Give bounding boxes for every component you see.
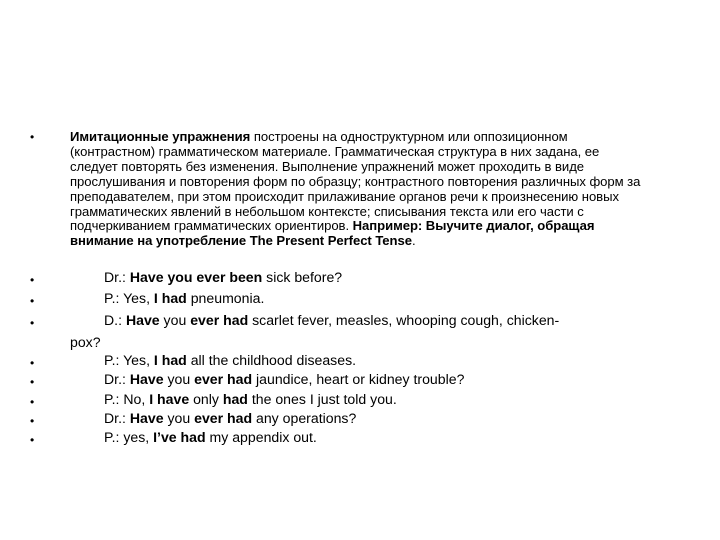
dialog-phrase: yes, — [123, 429, 154, 445]
dialog-phrase: Yes, — [123, 352, 154, 368]
bullet: • — [30, 414, 35, 428]
speaker-label: D.: — [104, 312, 126, 328]
dialog-phrase: you — [159, 312, 191, 328]
dialog-phrase: scarlet fever, measles, whooping cough, chicken- — [248, 312, 560, 328]
bullet: • — [30, 316, 35, 330]
dialog-phrase: any operations? — [252, 410, 357, 426]
paragraph-example-end: . — [411, 233, 416, 249]
bold-phrase: Have you ever been — [129, 269, 263, 285]
bold-phrase: Have — [129, 371, 164, 387]
bold-phrase: ever had — [194, 410, 253, 426]
dialog-text — [70, 409, 645, 427]
bullet: • — [30, 375, 35, 389]
speaker-label: P.: — [104, 352, 124, 368]
dialog-phrase: jaundice, heart or kidney trouble? — [252, 371, 465, 387]
speaker-label: P.: — [104, 290, 124, 306]
bold-phrase: Have — [125, 312, 160, 328]
dialog-phrase: No, — [123, 391, 150, 407]
dialog-phrase: sick before? — [262, 269, 343, 285]
paragraph-lead: Имитационные упражнения — [70, 129, 251, 144]
bullet: • — [30, 273, 35, 287]
bullet: • — [30, 433, 35, 447]
paragraph-example: Например: Выучите диалог, обращая внимание на употребление The Present Perfect Tense — [70, 218, 595, 249]
dialog-phrase: all the childhood diseases. — [186, 352, 357, 368]
bullet: • — [30, 130, 35, 144]
dialog-phrase: Yes, — [123, 290, 154, 306]
bullet: • — [30, 395, 35, 409]
bold-phrase: I had — [153, 352, 187, 368]
bullet: • — [30, 294, 35, 308]
dialog-text — [70, 333, 645, 351]
bullet: • — [30, 356, 35, 370]
speaker-label: P.: — [104, 391, 124, 407]
bold-phrase: I had — [153, 290, 187, 306]
dialog-text — [70, 351, 645, 369]
speaker-label: Dr.: — [104, 269, 130, 285]
dialog-text — [70, 289, 645, 307]
paragraph-body: построены на одноструктурном или оппозиционном (контрастном) грамматическом материале. Грамматическая структура в них задана, ее следует повторять без изменения. Выполнение упражнений может проходить в виде прослушивания и повторения форм по образцу; контрастного повторения различных форм за преподавателем, при этом происходит прилаживание органов речи к произнесению новых грамматических явлений в небольшом контексте; списывания текста или его части с подчеркиванием грамматических ориентиров. — [70, 129, 641, 234]
bold-phrase: ever had — [194, 371, 253, 387]
speaker-label: Dr.: — [104, 371, 130, 387]
bold-phrase: I have — [149, 391, 190, 407]
dialog-phrase: my appendix out. — [205, 429, 317, 445]
dialog-phrase: pox? — [70, 334, 101, 350]
dialog-phrase: you — [163, 371, 195, 387]
dialog-phrase: pneumonia. — [186, 290, 265, 306]
speaker-label: P.: — [104, 429, 124, 445]
dialog-text — [70, 311, 645, 329]
bold-phrase: I’ve had — [153, 429, 206, 445]
dialog-phrase: you — [163, 410, 195, 426]
dialog-phrase: only — [189, 391, 223, 407]
speaker-label: Dr.: — [104, 410, 130, 426]
dialog-text — [70, 428, 645, 446]
bold-phrase: had — [222, 391, 248, 407]
dialog-text — [70, 390, 645, 408]
dialog-text — [70, 268, 645, 286]
bold-phrase: Have — [129, 410, 164, 426]
paragraph-text — [70, 130, 645, 249]
dialog-phrase: the ones I just told you. — [247, 391, 397, 407]
dialog-text — [70, 370, 645, 388]
bold-phrase: ever had — [190, 312, 249, 328]
